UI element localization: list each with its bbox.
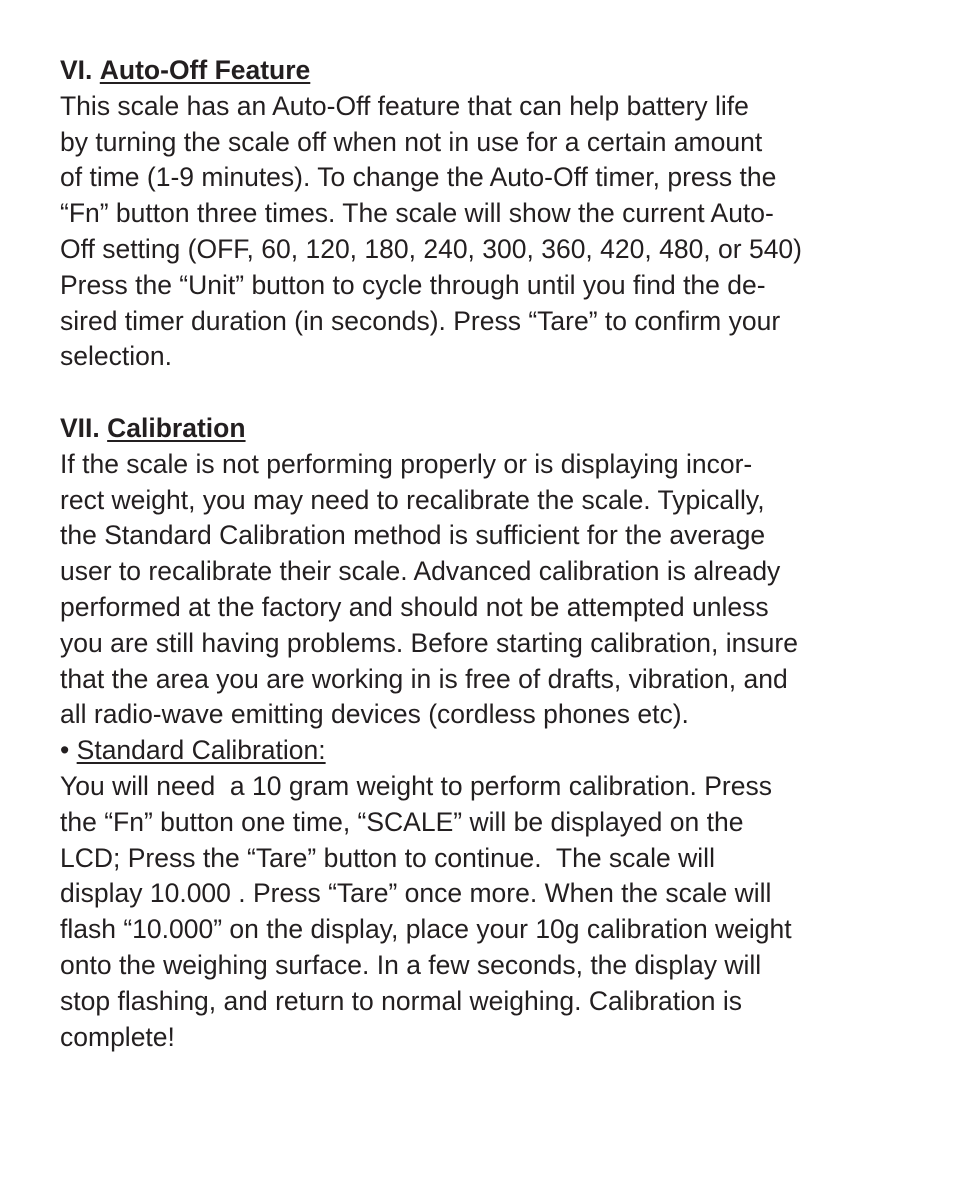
paragraph-line: Off setting (OFF, 60, 120, 180, 240, 300, 360, 420, 480, or 540) [60, 233, 802, 264]
paragraph-spacer [60, 375, 940, 411]
paragraph-line: of time (1-9 minutes). To change the Auto-Off timer, press the [60, 162, 777, 193]
auto-off-paragraph [60, 89, 940, 375]
section-heading-calibration [60, 411, 940, 447]
paragraph-line: You will need a 10 gram weight to perform calibration. Press [60, 770, 772, 801]
paragraph-line: you are still having problems. Before starting calibration, insure [60, 627, 798, 658]
paragraph-line: that the area you are working in is free of drafts, vibration, and [60, 663, 788, 694]
paragraph-line: LCD; Press the “Tare” button to continue. The scale will [60, 842, 715, 873]
paragraph-line: stop flashing, and return to normal weighing. Calibration is [60, 985, 743, 1016]
paragraph-line: user to recalibrate their scale. Advanced calibration is already [60, 556, 781, 587]
paragraph-line: the “Fn” button one time, “SCALE” will be displayed on the [60, 806, 744, 837]
section-title: Calibration [107, 412, 246, 443]
calibration-paragraph [60, 447, 940, 733]
paragraph-line: This scale has an Auto-Off feature that can help battery life [60, 90, 749, 121]
paragraph-line: the Standard Calibration method is sufficient for the average [60, 520, 766, 551]
paragraph-line: Press the “Unit” button to cycle through until you find the de- [60, 269, 766, 300]
section-number: VI. [60, 55, 93, 85]
subheading-title: Standard Calibration: [76, 735, 326, 766]
standard-calibration-subheading [60, 733, 940, 769]
paragraph-line: all radio-wave emitting devices (cordless phones etc). [60, 699, 689, 730]
paragraph-line: sired timer duration (in seconds). Press “Tare” to confirm your [60, 305, 781, 336]
section-title: Auto-Off Feature [99, 55, 311, 85]
paragraph-line: onto the weighing surface. In a few seconds, the display will [60, 949, 762, 980]
paragraph-line: If the scale is not performing properly or is displaying incor- [60, 448, 753, 479]
paragraph-line: selection. [60, 341, 172, 372]
bullet: • [60, 735, 70, 766]
section-heading-auto-off [60, 53, 940, 89]
paragraph-line: “Fn” button three times. The scale will show the current Auto- [60, 198, 774, 229]
paragraph-line: complete! [60, 1021, 175, 1052]
paragraph-line: performed at the factory and should not be attempted unless [60, 591, 769, 622]
paragraph-line: by turning the scale off when not in use for a certain amount [60, 126, 763, 157]
section-number: VII. [60, 412, 100, 443]
standard-calibration-paragraph [60, 769, 940, 1055]
paragraph-line: flash “10.000” on the display, place your 10g calibration weight [60, 914, 792, 945]
paragraph-line: rect weight, you may need to recalibrate the scale. Typically, [60, 484, 765, 515]
manual-page [60, 53, 940, 1055]
paragraph-line: display 10.000 . Press “Tare” once more. When the scale will [60, 878, 772, 909]
